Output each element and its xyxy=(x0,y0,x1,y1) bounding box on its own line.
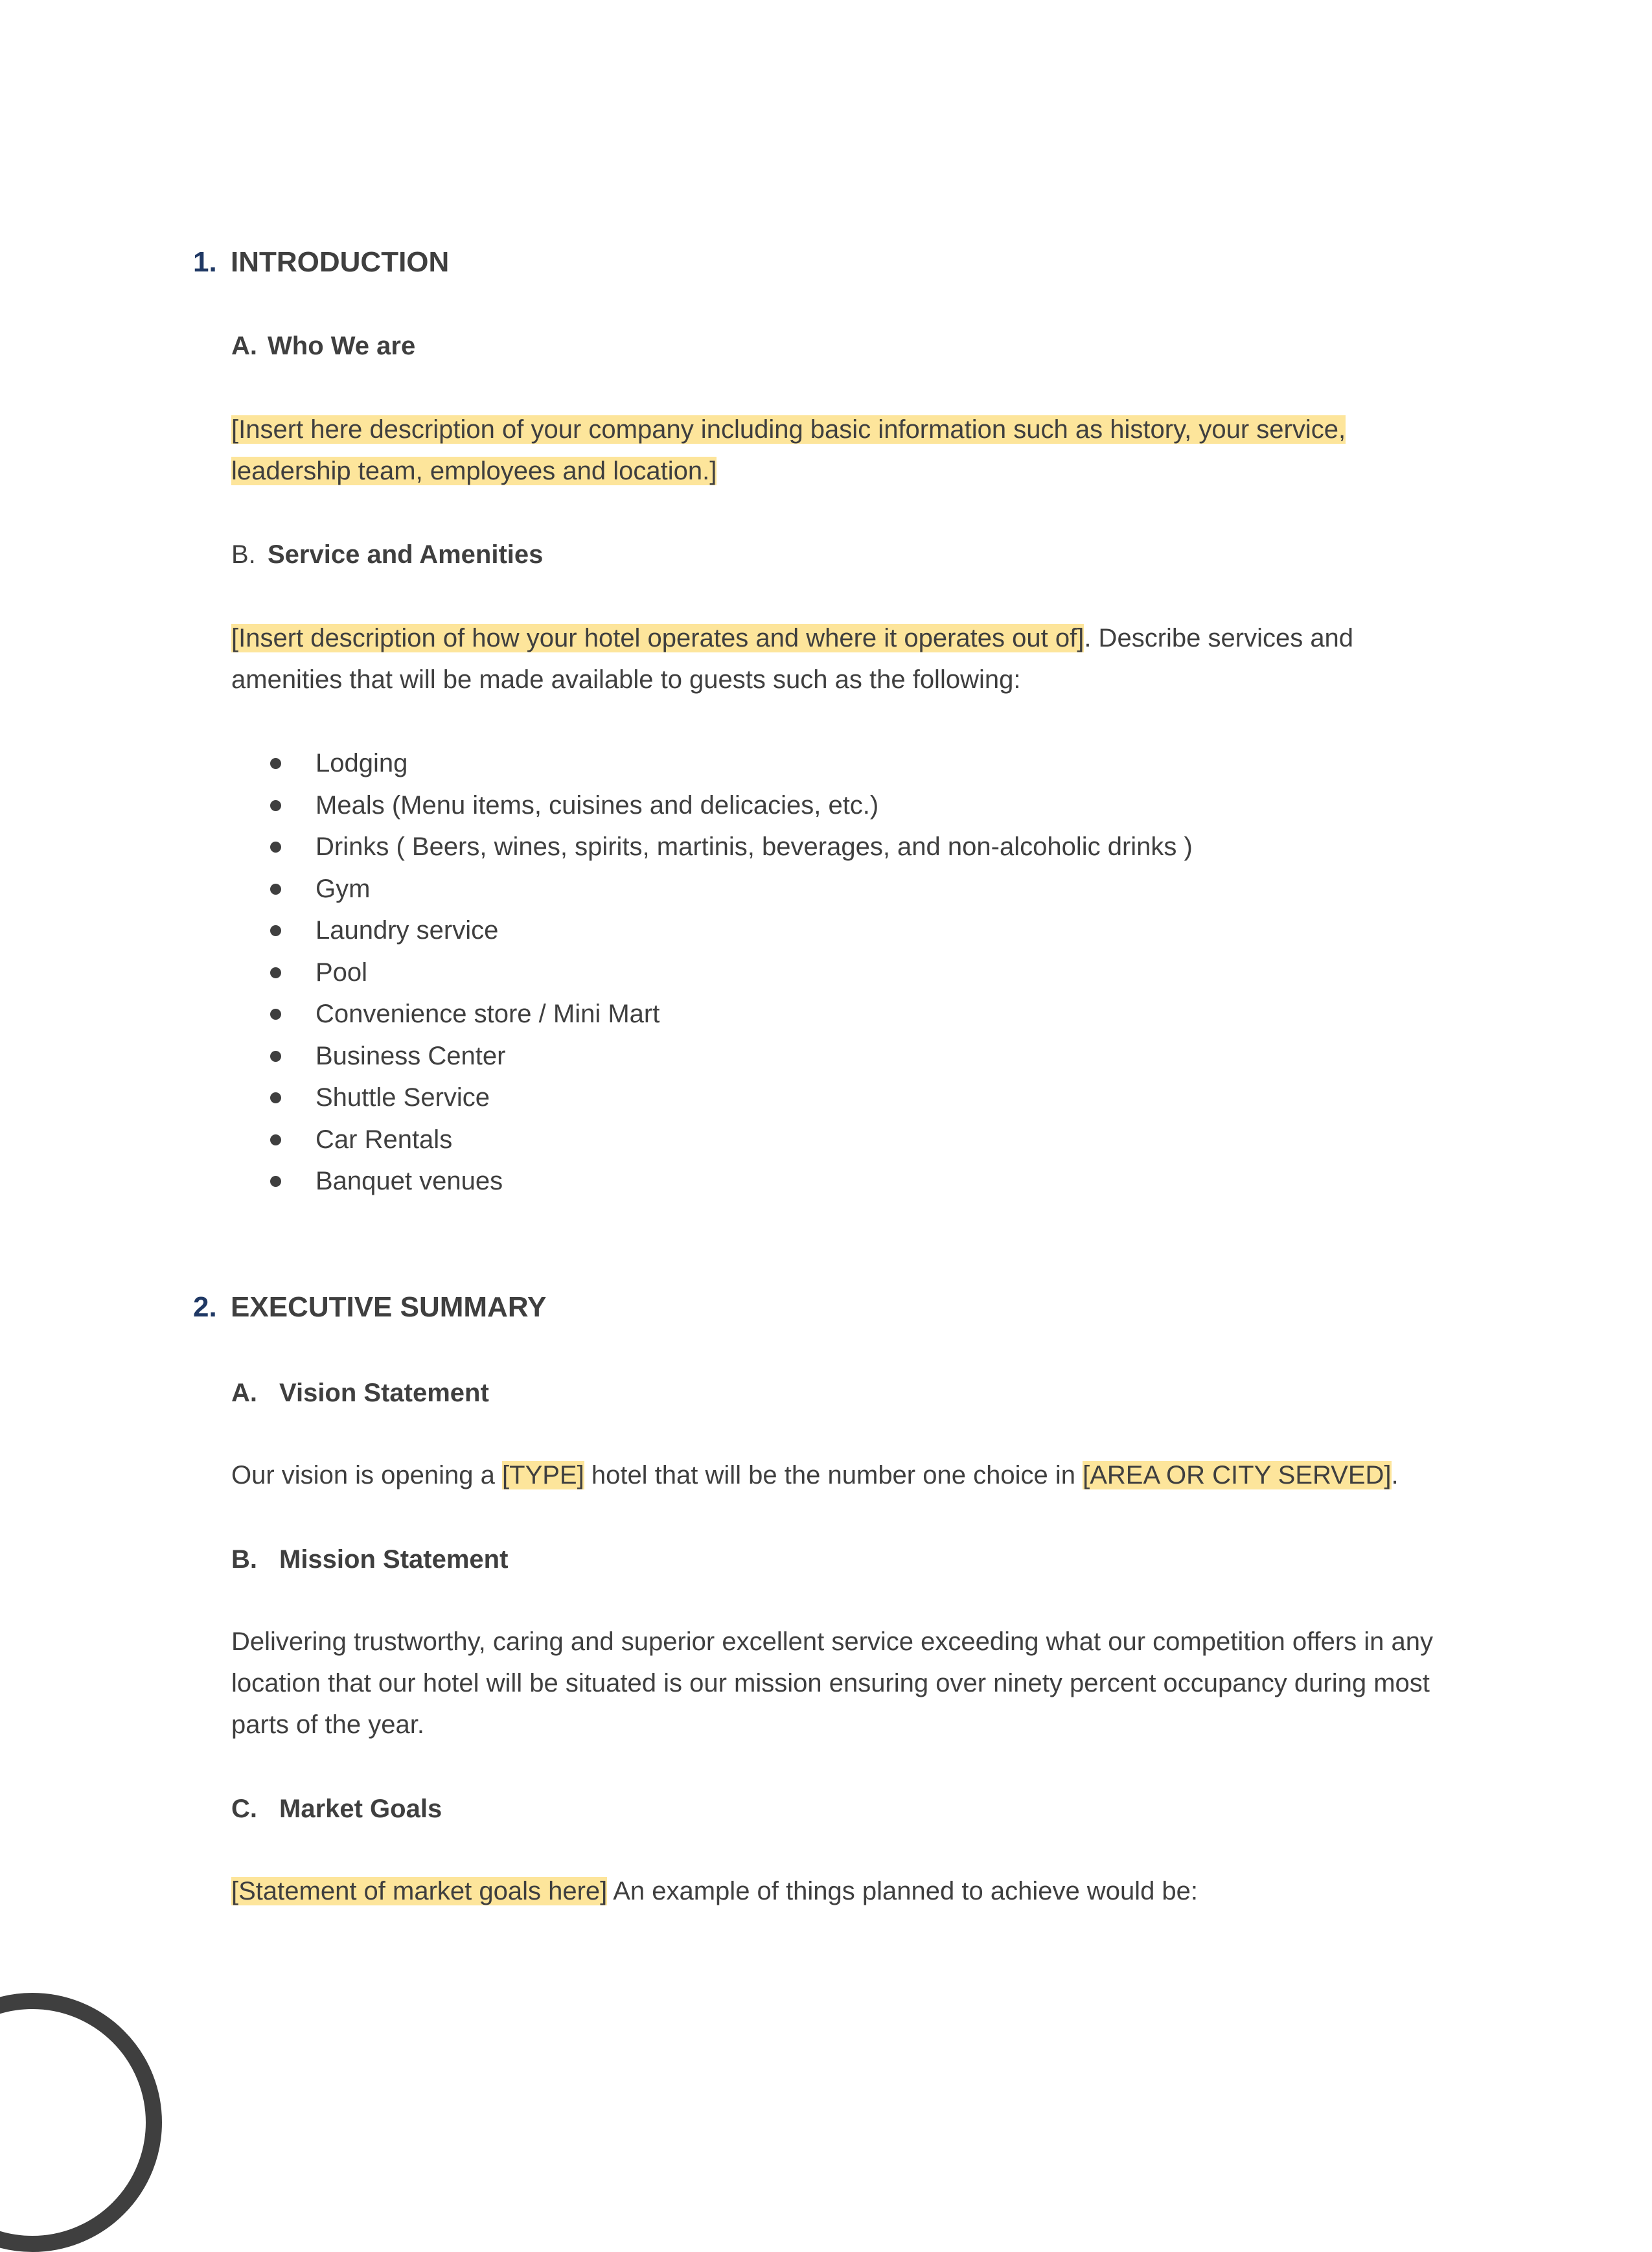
section-number: 2. xyxy=(193,1291,217,1323)
section-heading-introduction xyxy=(193,248,449,277)
subheading-letter: B. xyxy=(231,540,256,569)
list-item xyxy=(231,1160,1193,1202)
amenities-list xyxy=(231,742,1193,1202)
subheading-mission-statement xyxy=(231,1546,508,1572)
list-item xyxy=(231,785,1193,827)
list-item xyxy=(231,910,1193,952)
service-description-text: . Describe services and amenities that will be made available to guests such as the following: xyxy=(231,624,1354,694)
list-item-label: Car Rentals xyxy=(315,1125,453,1154)
list-item xyxy=(231,1119,1193,1161)
list-item xyxy=(231,1035,1193,1077)
list-item-label: Drinks ( Beers, wines, spirits, martinis, beverages, and non-alcoholic drinks ) xyxy=(315,833,1193,861)
decorative-circle xyxy=(0,1993,162,2252)
mission-text: Delivering trustworthy, caring and superior excellent service exceeding what our competition offers in any location that our hotel will be situated is our mission ensuring over ninety percent occupancy during most parts of the year. xyxy=(231,1627,1433,1739)
subheading-title: Who We are xyxy=(268,332,416,360)
subheading-title: Vision Statement xyxy=(279,1379,489,1407)
list-item xyxy=(231,826,1193,868)
subheading-service-amenities xyxy=(231,542,543,568)
bullet-icon xyxy=(270,1134,281,1145)
vision-text: hotel that will be the number one choice in xyxy=(584,1461,1083,1489)
bullet-icon xyxy=(270,1092,281,1103)
bullet-icon xyxy=(270,758,281,769)
subheading-letter: C. xyxy=(231,1795,257,1823)
bullet-icon xyxy=(270,1176,281,1187)
section-heading-executive-summary xyxy=(193,1293,546,1322)
list-item-label: Business Center xyxy=(315,1041,506,1070)
market-goals-text: An example of things planned to achieve would be: xyxy=(607,1877,1199,1905)
vision-text: Our vision is opening a xyxy=(231,1461,503,1489)
subheading-letter: A. xyxy=(231,332,257,360)
subheading-title: Mission Statement xyxy=(279,1545,509,1574)
bullet-icon xyxy=(270,967,281,978)
paragraph-who-we-are xyxy=(231,409,1423,492)
placeholder-hotel-operations: [Insert description of how your hotel operates and where it operates out of] xyxy=(231,624,1084,652)
vision-text: . xyxy=(1391,1461,1399,1489)
list-item xyxy=(231,742,1193,785)
paragraph-service-amenities xyxy=(231,617,1436,700)
subheading-title: Service and Amenities xyxy=(268,540,544,569)
list-item-label: Gym xyxy=(315,874,371,903)
placeholder-company-description: [Insert here description of your company including basic information such as history, your service, leadership team, employees and location.] xyxy=(231,415,1346,485)
bullet-icon xyxy=(270,1009,281,1020)
bullet-icon xyxy=(270,800,281,811)
paragraph-mission-statement xyxy=(231,1621,1443,1745)
bullet-icon xyxy=(270,884,281,895)
list-item-label: Banquet venues xyxy=(315,1167,503,1195)
list-item-label: Laundry service xyxy=(315,916,499,945)
list-item-label: Meals (Menu items, cuisines and delicacies, etc.) xyxy=(315,790,879,820)
section-number: 1. xyxy=(193,246,217,278)
list-item-label: Lodging xyxy=(315,749,408,777)
subheading-who-we-are xyxy=(231,333,415,359)
list-item-label: Shuttle Service xyxy=(315,1083,490,1112)
list-item-label: Pool xyxy=(315,958,368,987)
section-title: EXECUTIVE SUMMARY xyxy=(231,1291,547,1323)
subheading-letter: A. xyxy=(231,1379,257,1407)
placeholder-type: [TYPE] xyxy=(502,1461,584,1489)
paragraph-vision-statement xyxy=(231,1454,1449,1496)
placeholder-market-goals: [Statement of market goals here] xyxy=(231,1877,608,1905)
subheading-title: Market Goals xyxy=(279,1795,442,1823)
bullet-icon xyxy=(270,1051,281,1062)
list-item xyxy=(231,993,1193,1035)
subheading-vision-statement xyxy=(231,1380,489,1406)
bullet-icon xyxy=(270,925,281,936)
placeholder-area: [AREA OR CITY SERVED] xyxy=(1083,1461,1392,1489)
list-item xyxy=(231,952,1193,994)
list-item xyxy=(231,1077,1193,1119)
section-title: INTRODUCTION xyxy=(231,246,450,278)
list-item-label: Convenience store / Mini Mart xyxy=(315,1000,660,1028)
bullet-icon xyxy=(270,842,281,853)
list-item xyxy=(231,868,1193,910)
paragraph-market-goals xyxy=(231,1870,1449,1912)
subheading-market-goals xyxy=(231,1796,442,1822)
subheading-letter: B. xyxy=(231,1545,257,1574)
